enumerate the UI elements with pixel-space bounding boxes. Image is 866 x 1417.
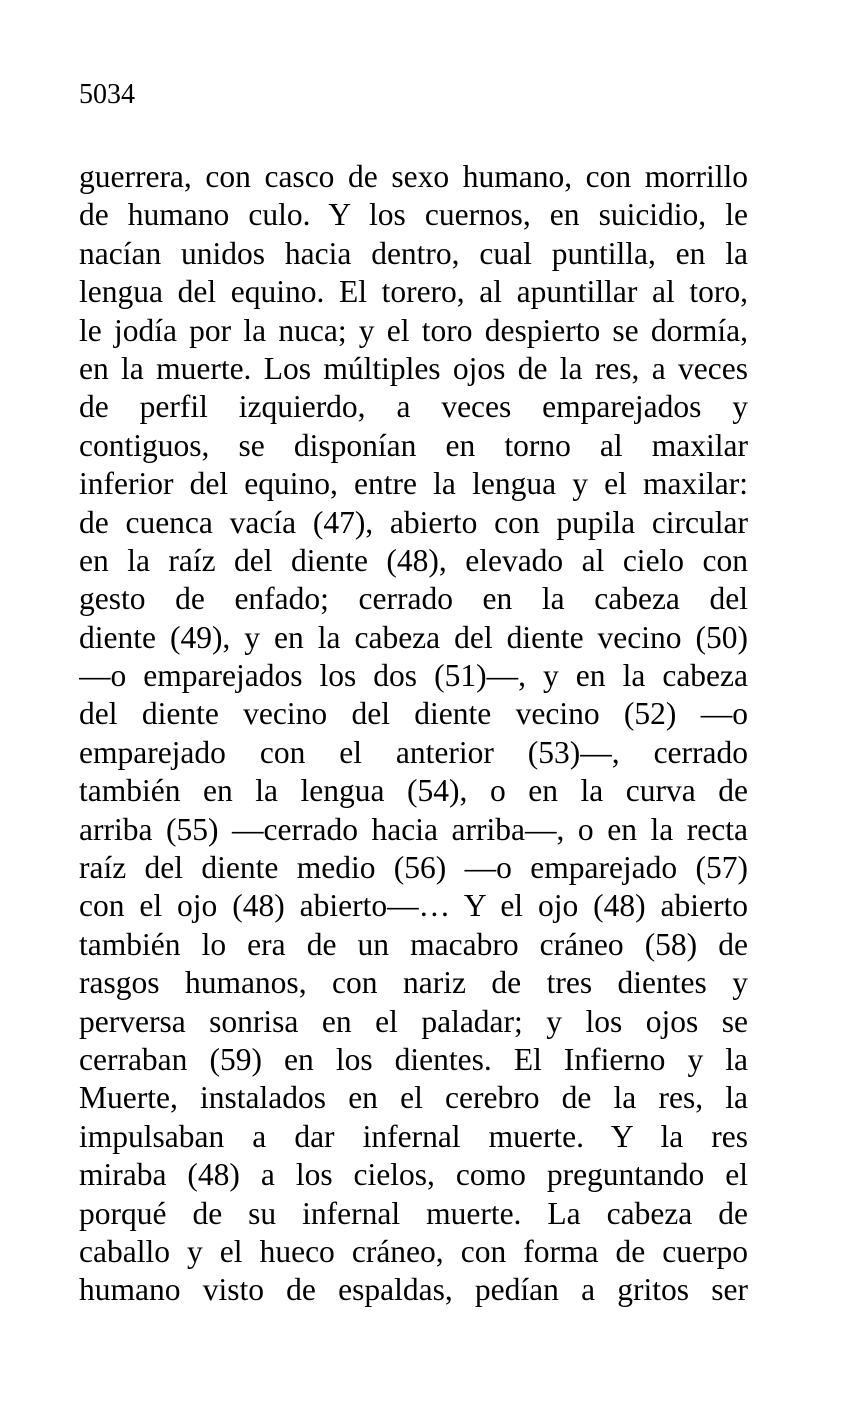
text-line: porqué de su infernal muerte. La cabeza de <box>79 1195 748 1231</box>
text-line: diente (49), y en la cabeza del diente vecino (50) <box>79 619 748 655</box>
text-line: arriba (55) —cerrado hacia arriba—, o en la recta <box>79 811 748 847</box>
text-line: raíz del diente medio (56) —o emparejado (57) <box>79 850 748 886</box>
book-page <box>79 78 748 1310</box>
text-line: del diente vecino del diente vecino (52) —o <box>79 696 748 732</box>
text-line: perversa sonrisa en el paladar; y los ojos se <box>79 1003 748 1039</box>
text-line: emparejado con el anterior (53)—, cerrado <box>79 734 748 770</box>
text-line: con el ojo (48) abierto—… Y el ojo (48) abierto <box>79 888 748 924</box>
text-line: impulsaban a dar infernal muerte. Y la res <box>79 1118 748 1154</box>
text-line: también en la lengua (54), o en la curva de <box>79 773 748 809</box>
text-line: nacían unidos hacia dentro, cual puntilla, en la <box>79 235 748 271</box>
text-line: gesto de enfado; cerrado en la cabeza del <box>79 581 748 617</box>
text-line: inferior del equino, entre la lengua y el maxilar: <box>79 466 748 502</box>
text-line: caballo y el hueco cráneo, con forma de cuerpo <box>79 1233 748 1269</box>
text-line: cerraban (59) en los dientes. El Infierno y la <box>79 1041 748 1077</box>
body-text <box>79 158 748 1310</box>
text-line: Muerte, instalados en el cerebro de la res, la <box>79 1080 748 1116</box>
text-line: lengua del equino. El torero, al apuntillar al toro, <box>79 274 748 310</box>
text-line: contiguos, se disponían en torno al maxilar <box>79 427 748 463</box>
text-line: miraba (48) a los cielos, como preguntando el <box>79 1157 748 1193</box>
text-line: en la muerte. Los múltiples ojos de la res, a veces <box>79 350 748 386</box>
text-line: rasgos humanos, con nariz de tres dientes y <box>79 965 748 1001</box>
text-line: también lo era de un macabro cráneo (58) de <box>79 926 748 962</box>
page-number: 5034 <box>79 79 135 110</box>
text-line: le jodía por la nuca; y el toro despierto se dormía, <box>79 312 748 348</box>
text-line: —o emparejados los dos (51)—, y en la cabeza <box>79 658 748 694</box>
text-line: de cuenca vacía (47), abierto con pupila circular <box>79 504 748 540</box>
text-line: guerrera, con casco de sexo humano, con morrillo <box>79 159 748 194</box>
text-line: de humano culo. Y los cuernos, en suicidio, le <box>79 197 748 233</box>
text-line: en la raíz del diente (48), elevado al cielo con <box>79 542 748 578</box>
text-line: de perfil izquierdo, a veces emparejados y <box>79 389 748 425</box>
text-line: humano visto de espaldas, pedían a gritos ser <box>79 1272 748 1308</box>
